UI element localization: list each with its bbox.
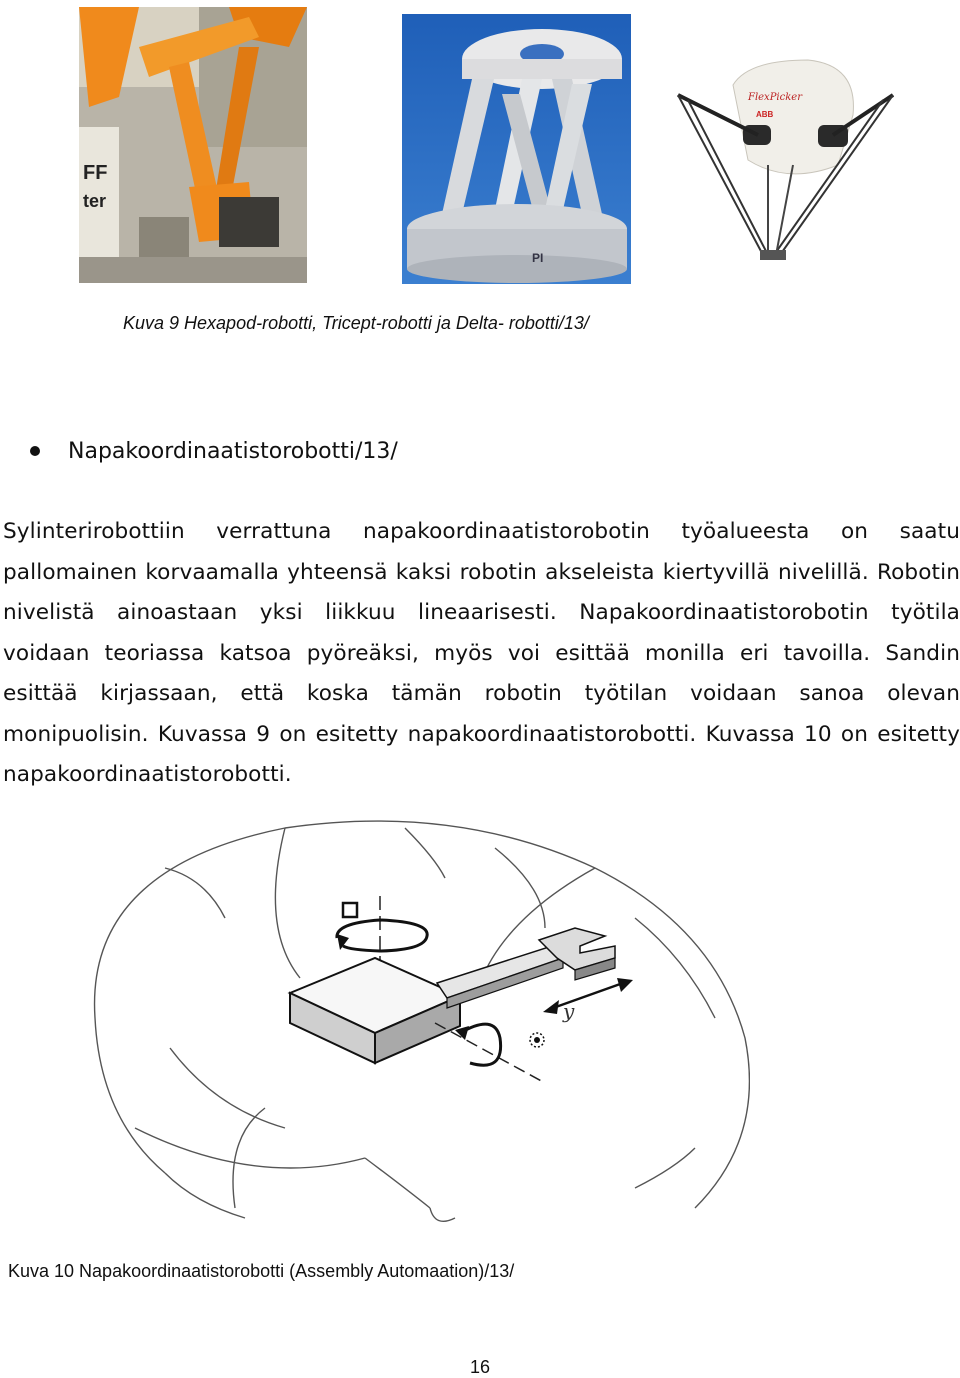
hexapod-robot-photo <box>79 7 307 283</box>
delta-brand-text: FlexPicker <box>748 92 802 103</box>
figure-10-caption: Kuva 10 Napakoordinaatistorobotti (Assembly Automaation)/13/ <box>8 1261 515 1281</box>
y-axis-label: y <box>563 999 575 1023</box>
bullet-text: Napakoordinaatistorobotti/13/ <box>68 438 398 464</box>
tricept-robot-photo <box>402 14 631 284</box>
delta-robot-photo <box>668 55 898 275</box>
bullet-icon <box>30 446 40 456</box>
bullet-list-item <box>30 435 398 467</box>
tricept-brand-text: PI <box>532 251 544 265</box>
body-paragraph: Sylinterirobottiin verrattuna napakoordinaatistorobotin työalueesta on saatu pallomainen korvaamalla yhteensä kaksi robotin akseleista kiertyvillä nivelillä. Robotin nivelistä ainoastaan yksi liikkuu lineaarisesti. Napakoordinaatistorobotin työtila voidaan teoriassa katsoa pyöreäksi, myös voi esittää monilla eri tavoilla. Sandin esittää kirjassaan, että koska tämän robotin työtilan voidaan sanoa olevan monipuolisin. Kuvassa 9 on esitetty napakoordinaatistorobotti. Kuvassa 10 on esitetty napakoordinaatistorobotti. <box>3 519 960 787</box>
figure-9-caption: Kuva 9 Hexapod-robotti, Tricept-robotti ja Delta- robotti/13/ <box>123 313 589 333</box>
hexapod-sign-text: FF <box>83 162 108 184</box>
page-number: 16 <box>469 1357 491 1377</box>
svg-text:ter: ter <box>83 191 107 211</box>
delta-maker-text: ABB <box>756 110 774 119</box>
polar-robot-diagram <box>75 808 750 1228</box>
